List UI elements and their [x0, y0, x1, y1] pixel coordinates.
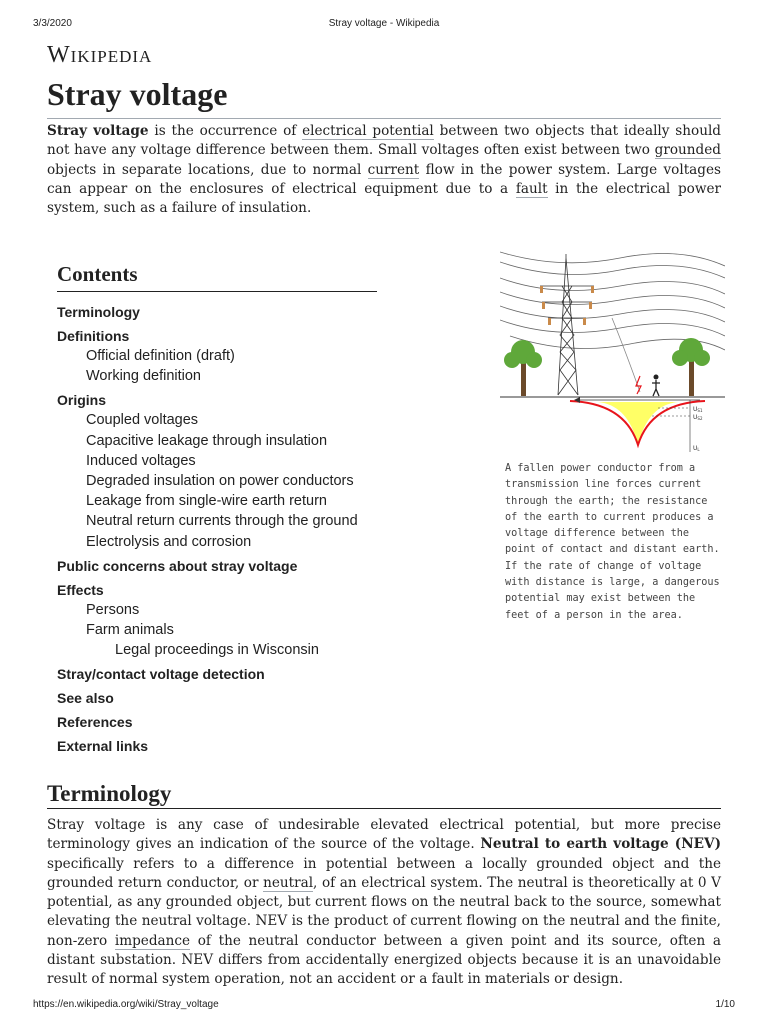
section-heading-terminology: Terminology [47, 780, 721, 809]
link-electrical-potential[interactable]: electrical potential [302, 123, 434, 139]
lead-text: objects in separate locations, due to normal [47, 161, 368, 178]
toc-item-farm-animals[interactable]: Farm animals Legal proceedings in Wisconsin [57, 620, 377, 660]
print-date: 3/3/2020 [33, 18, 72, 29]
toc-item-legal-proceedings[interactable]: Legal proceedings in Wisconsin [115, 642, 319, 659]
toc-item-electrolysis[interactable]: Electrolysis and corrosion [86, 533, 252, 550]
fallen-conductor-illustration[interactable] [500, 240, 725, 455]
terminology-paragraph [47, 816, 721, 990]
toc-item-degraded-insulation[interactable]: Degraded insulation on power conductors [86, 473, 354, 490]
toc-item-terminology[interactable]: Terminology [57, 304, 140, 320]
lead-paragraph [47, 122, 721, 218]
page-title: Stray voltage [47, 72, 721, 119]
body-text: specifically refers to a difference in potential between a locally grounded object and the grounded return conductor, or [47, 855, 721, 891]
toc-item-official-definition[interactable]: Official definition (draft) [86, 348, 235, 364]
toc-item-induced-voltages[interactable]: Induced voltages [86, 452, 196, 469]
toc-item-detection[interactable]: Stray/contact voltage detection [57, 666, 265, 683]
print-page-title: Stray voltage - Wikipedia [328, 18, 440, 29]
print-header [33, 18, 735, 32]
print-footer [33, 999, 735, 1013]
lead-text: in the electrical power system, such as a failure of insulation. [47, 180, 722, 217]
spark-icon [636, 376, 641, 394]
toc-item-see-also[interactable]: See also [57, 690, 114, 707]
page-number: 1/10 [715, 999, 735, 1010]
label-us1: US1 [693, 406, 703, 413]
toc-item-neutral-return[interactable]: Neutral return currents through the ground [86, 513, 358, 530]
label-us2: US2 [693, 414, 703, 421]
link-grounded[interactable]: grounded [654, 142, 721, 159]
toc-title: Contents [57, 262, 377, 292]
link-impedance[interactable]: impedance [114, 932, 191, 949]
bold-term-nev: Neutral to earth voltage (NEV) [480, 836, 721, 853]
figure-fallen-conductor [500, 240, 725, 624]
toc-item-capacitive-leakage[interactable]: Capacitive leakage through insulation [86, 432, 328, 449]
toc-item-coupled-voltages[interactable]: Coupled voltages [86, 412, 199, 429]
figure-caption: A fallen power conductor from a transmission line forces current through the earth; the resistance of the earth to current produces a voltage difference between the point of contact and distant earth. If the rate of change of voltage with distance is large, a dangerous potential may exist between the feet of a person in the area. [505, 463, 720, 621]
link-current[interactable]: current [367, 161, 420, 178]
link-neutral[interactable]: neutral [263, 874, 314, 891]
tree-right-icon [672, 338, 710, 396]
table-of-contents [57, 262, 377, 760]
lead-text: flow in the power system. Large voltages can appear on the enclosures of electrical equipment due to a [47, 161, 721, 197]
label-ul: UL [693, 445, 700, 452]
insulators-icon [540, 286, 594, 325]
toc-item-leakage-swer[interactable]: Leakage from single-wire earth return [86, 493, 327, 510]
wikipedia-wordmark[interactable]: Wikipedia [47, 42, 153, 68]
lead-text: between two objects that ideally should not have any voltage difference between them. Small voltages often exist between two [47, 123, 721, 159]
tree-left-icon [504, 340, 542, 396]
print-url[interactable]: https://en.wikipedia.org/wiki/Stray_voltage [33, 999, 219, 1010]
toc-item-references[interactable]: References [57, 714, 133, 731]
toc-item-definitions[interactable]: Definitions Official definition (draft) Working definition [57, 326, 377, 386]
body-text: of the neutral conductor between a given point and its source, often a distant substation. NEV differs from accidentally energized objects because it is an unavoidable result of normal system operation, not an accident or a fault in materials or design. [47, 932, 722, 988]
body-text: , of an electrical system. The neutral is theoretically at 0 V potential, as any grounded object, but current flows on the neutral back to the source, somewhat elevating the neutral voltage. NEV is the product of current flowing on the neutral and the finite, non-zero [47, 874, 721, 949]
toc-item-working-definition[interactable]: Working definition [86, 368, 201, 385]
lead-text: is the occurrence of [148, 123, 303, 139]
toc-list [57, 302, 377, 756]
potential-fill [598, 402, 678, 445]
toc-item-origins[interactable]: Origins Coupled voltages Capacitive leakage through insulation Induced voltages Degraded insulation on power conductors Leakage from single-wire earth return Neutral return currents through the ground Electrolysis and corrosion [57, 390, 377, 551]
person-icon [652, 375, 660, 397]
lead-bold-term: Stray voltage [47, 123, 149, 139]
link-fault[interactable]: fault [515, 180, 548, 197]
toc-item-external-links[interactable]: External links [57, 738, 149, 755]
toc-item-effects[interactable]: Effects Persons Farm animals Legal proceedings in Wisconsin [57, 580, 377, 661]
toc-item-persons[interactable]: Persons [86, 601, 140, 618]
body-text: Stray voltage is any case of undesirable elevated electrical potential, but more precise terminology gives an indication of the source of the voltage. [47, 817, 721, 853]
toc-item-public-concerns[interactable]: Public concerns about stray voltage [57, 557, 298, 574]
